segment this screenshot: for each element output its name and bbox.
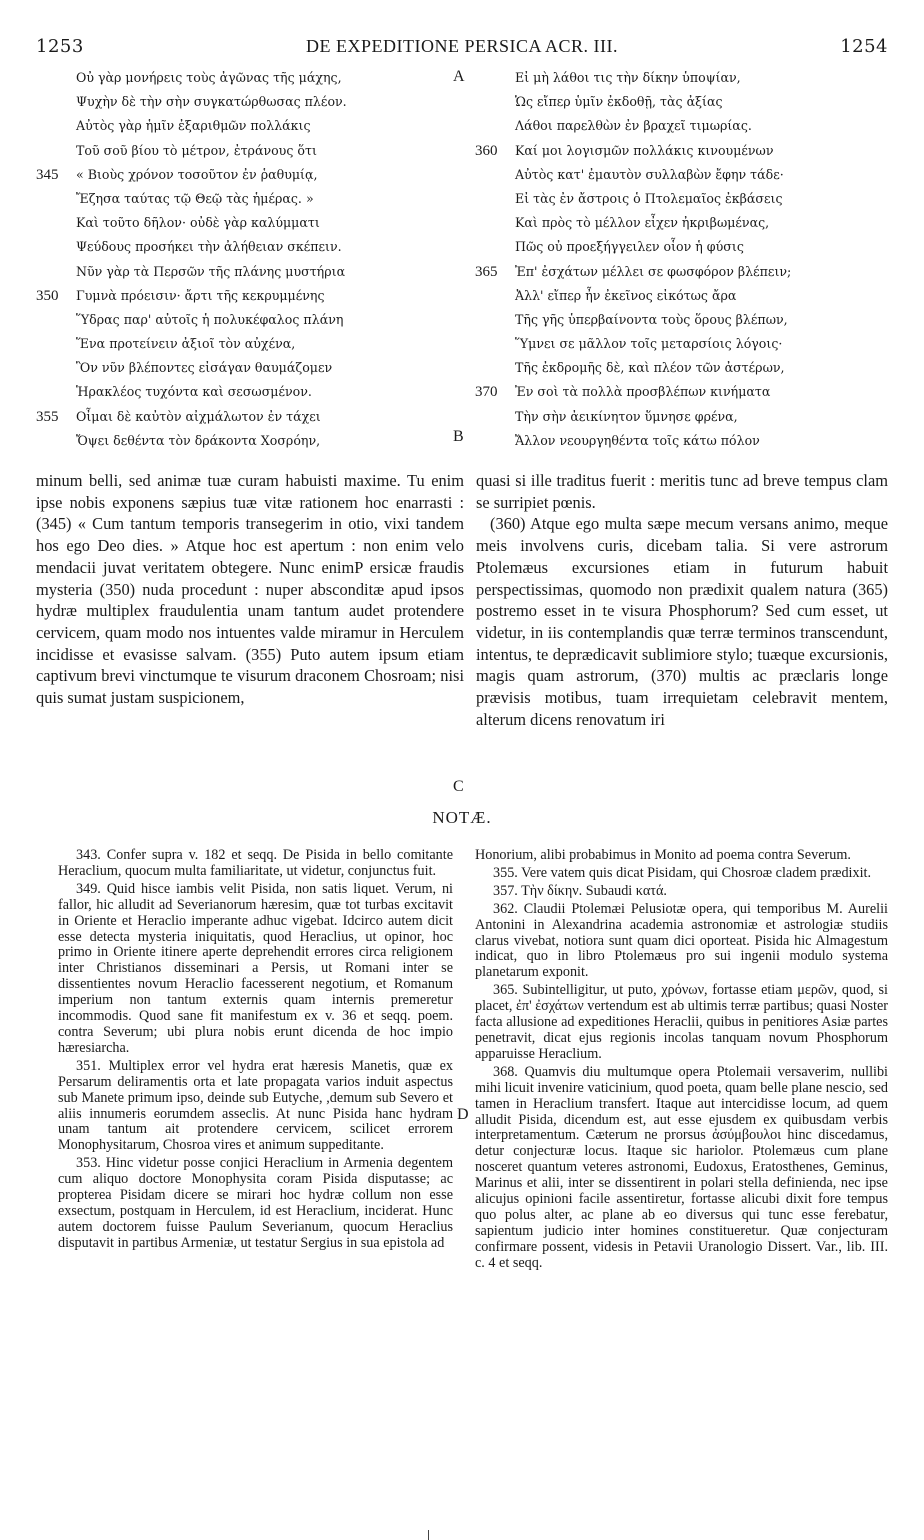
verse-line [36, 405, 456, 429]
verse-text: Τῆς ἐκδρομῆς δὲ, καὶ πλέον τῶν ἀστέρων, [515, 360, 785, 376]
verse-number: 360 [475, 142, 498, 159]
note-paragraph: 349. Quid hisce iambis velit Pisida, non satis liquet. Verum, ni fallor, hic alludit ad Severianorum hæresim, quæ tot turbas excitavit in Oriente et Heraclio imperante adhuc vigebat. Idcirco autem dicit esse detecta mysteria iniquitatis, quod Heraclius, ut opinor, hoc primo in Oriente itinere aperte deprehendit errores circa religionem inter Christianos disseminari a Persis, ut Romani inter se dissentientes novum Heraclio facesserent negotium, et Romanum imperium non tantum externis quam internis premeretur incommodis. Quod sane fit manifestum ex v. 36 et seqq. poem. contra Severum; ubi plura nobis erunt dicenda de hoc impio hæresiarcha. [58, 880, 453, 1056]
verse-number [36, 187, 76, 211]
verse-number [475, 163, 515, 187]
verse-line [475, 429, 905, 453]
verse-line [36, 235, 456, 259]
verse-number [475, 429, 515, 453]
verse-number [36, 308, 76, 332]
verse-text: Οὐ γὰρ μονήρεις τοὺς ἀγῶνας τῆς μάχης, [76, 70, 342, 85]
verse-number: 355 [36, 408, 59, 425]
verse-number [475, 356, 515, 380]
verse-line [36, 380, 456, 404]
note-paragraph: 343. Confer supra v. 182 et seqq. De Pisida in bello comitante Heraclium, quocum multa familiaritate, ut videtur, conjunctus fuit. [58, 847, 453, 879]
verse-number [475, 90, 515, 114]
verse-text: Οἶμαι δὲ καὐτὸν αἰχμάλωτον ἐν τάχει [76, 408, 321, 424]
verse-text: Πῶς οὐ προεξήγγειλεν οἷον ἡ φύσις [515, 239, 744, 255]
verse-text: Ἐπ' ἐσχάτων μέλλει σε φωσφόρον βλέπειν; [515, 263, 792, 279]
verse-line [36, 356, 456, 380]
verse-text: Καί μοι λογισμῶν πολλάκις κινουμένων [515, 142, 774, 158]
verse-text: Αὐτὸς κατ' ἐμαυτὸν συλλαβὼν ἔφην τάδε· [515, 166, 784, 182]
note-paragraph: 368. Quamvis diu multumque opera Ptolemaii versaverim, nullibi mihi licuit invenire vaticinium, quod poeta, quam belle plane nescio, sed tamen in Heraclium transfert. Itaque aut intercidisse locum, ad quem alludit Pisida, dicendum est, aut esse ejusdem ex quibusdam verbis interpretamentum. Cæterum ne prorsus ἀσύμβουλοι hinc discedamus, detur conjecturæ locus. Itaque sic hariolor. Ptolemæus cum plane nosceret quantum veteres astronomi, Eudoxus, Eratosthenes, Geminus, Marinus et alii, inter se dissentirent in polari stella definienda, nec ipse alicujus opinioni facile assentiretur, fortasse alicubi dixit fore tempus quo polus alter, ac plane ab eo diversus qui tunc esse ferebatur, sapientum judicio inter homines constitueretur. Quæ conjecturam confirmare possent, videsis in Petavii Uranologio Dissert. Var., lib. III. c. 4 et seqq. [475, 1063, 888, 1271]
verse-text: « Βιοὺς χρόνον τοσοῦτον ἐν ῥαθυμίᾳ, [76, 166, 318, 182]
verse-number [475, 187, 515, 211]
verse-line [36, 114, 456, 138]
verse-number [475, 235, 515, 259]
verse-text: Ἐν σοὶ τὰ πολλὰ προσβλέπων κινήματα [515, 384, 771, 400]
latin-translation-right [476, 470, 888, 730]
verse-number [36, 139, 76, 163]
verse-number [475, 332, 515, 356]
verse-number [36, 332, 76, 356]
verse-text: Τοῦ σοῦ βίου τὸ μέτρον, ἐτράνους ὅτι [76, 142, 317, 158]
verse-text: Ὄψει δεθέντα τὸν δράκοντα Χοσρόην, [76, 432, 321, 448]
verse-line [475, 260, 905, 284]
page-number-left: 1253 [36, 36, 84, 57]
verse-number [36, 235, 76, 259]
verse-line [36, 163, 456, 187]
verse-text: Ἄλλον νεουργηθέντα τοῖς κάτω πόλον [515, 432, 760, 448]
verse-text: Τῆς γῆς ὑπερβαίνοντα τοὺς ὅρους βλέπων, [515, 311, 788, 327]
verse-line [475, 114, 905, 138]
verse-line [36, 308, 456, 332]
verse-number [36, 66, 76, 90]
verse-line [475, 211, 905, 235]
latin-paragraph: quasi si ille traditus fuerit : meritis tunc ad breve tempus clam se surripiet pœnis. [476, 471, 888, 512]
verse-text: Λάθοι παρελθὼν ἐν βραχεῖ τιμωρίας. [515, 118, 752, 134]
notes-heading: NOTÆ. [432, 808, 492, 827]
verse-number [475, 405, 515, 429]
verse-number [36, 211, 76, 235]
verse-line [475, 308, 905, 332]
greek-verse-column-right [475, 66, 905, 453]
verse-number [475, 66, 515, 90]
verse-line [36, 260, 456, 284]
verse-number [475, 308, 515, 332]
verse-line [36, 187, 456, 211]
verse-text: Γυμνὰ πρόεισιν· ἄρτι τῆς κεκρυμμένης [76, 287, 325, 303]
verse-text: Τὴν σὴν ἀεικίνητον ὕμνησε φρένα, [515, 408, 738, 424]
verse-line [36, 332, 456, 356]
verse-line [36, 429, 456, 453]
verse-text: Ἀλλ' εἴπερ ἦν ἐκεῖνος εἰκότως ἄρα [515, 287, 737, 303]
verse-number [36, 90, 76, 114]
verse-text: Ψεύδους προσήκει τὴν ἀλήθειαν σκέπειν. [76, 239, 342, 255]
verse-line [36, 66, 456, 90]
verse-text: Ὃν νῦν βλέποντες εἰσάγαν θαυμάζομεν [76, 360, 333, 376]
latin-paragraph: (360) Atque ego multa sæpe mecum versans animo, meque meis involvens curis, dicebam talia. Si vere astrorum Ptolemæus excursiones etiam in futurum habuit perspectissimas, quomodo non prædixit qualem natura (365) postremo esset in te visura Phosphorum? Sed cum esset, ut videtur, in iis contemplandis quæ terræ terminos transcendunt, intentus, te deprædicavit sublimiore stylo; tuæque excursionis, magis quam astrorum, (370) multis ac præclaris longe prævisis motibus, tuam irrequietam celebravit mentem, alterum dicens renovatum iri [476, 514, 888, 729]
verse-number: 370 [475, 384, 498, 401]
verse-text: Καὶ τοῦτο δῆλον· οὐδὲ γὰρ καλύμματι [76, 215, 320, 231]
verse-line [475, 235, 905, 259]
note-paragraph: Honorium, alibi probabimus in Monito ad poema contra Severum. [475, 847, 851, 863]
verse-line [36, 90, 456, 114]
running-header [36, 36, 888, 58]
note-paragraph: 351. Multiplex error vel hydra erat hæresis Manetis, quæ ex Persarum deliramentis orta et late propagata varios induit aspectus sub Manete primum ipso, deinde sub Eutyche, ,demum sub Severo et aliis innumeris eorumdem asseclis. At nunc Pisida hanc hydram unam tantum ait protendere cervicem, scilicet errorem Monophysitarum, Chosroa vires et animum suppeditante. [58, 1057, 453, 1154]
verse-number [36, 114, 76, 138]
verse-text: Καὶ πρὸς τὸ μέλλον εἶχεν ἠκριβωμένας, [515, 215, 770, 231]
verse-number [475, 114, 515, 138]
verse-number [475, 211, 515, 235]
gutter-mark [428, 1530, 429, 1540]
verse-text: Νῦν γὰρ τὰ Περσῶν τῆς πλάνης μυστήρια [76, 263, 346, 279]
verse-line [475, 356, 905, 380]
note-paragraph: 355. Vere vatem quis dicat Pisidam, qui Chosroæ cladem prædixit. [493, 864, 872, 881]
note-paragraph: 357. Τὴν δίκην. Subaudi κατά. [493, 882, 667, 899]
verse-line [475, 380, 905, 404]
verse-line [36, 139, 456, 163]
verse-text: Εἰ μὴ λάθοι τις τὴν δίκην ὑποψίαν, [515, 70, 741, 85]
verse-number: 365 [475, 263, 498, 280]
verse-line [475, 66, 905, 90]
verse-number: 345 [36, 166, 59, 183]
note-paragraph: 353. Hinc videtur posse conjici Heraclium in Armenia degentem cum aliquo doctore Monophysita coram Pisida disputasse; ac propterea Pisidam dicere se mirari hoc hydræ collum non esse exsectum, postquam in Herculem, id est Heraclium, inciderat. Hunc autem doctorem fuisse Paulum Severianum, quocum Heraclius disputavit in partibus Armeniæ, ut testatur Sergius in sua epistola ad [58, 1155, 453, 1251]
verse-text: Ὕμνει σε μᾶλλον τοῖς μεταρσίοις λόγοις· [515, 336, 783, 352]
verse-line [36, 284, 456, 308]
verse-number [475, 284, 515, 308]
verse-line [475, 332, 905, 356]
note-paragraph: 365. Subintelligitur, ut puto, χρόνων, fortasse etiam μερῶν, quod, si placet, ἐπ' ἐσχάτων vertendum est ab ultimis terræ partibus; quasi Noster facta allusione ad expeditiones Heraclii, quibus in penitiores Asiæ partes penetravit, dicat ejus regionis incolas tanquam novum Phosphorum apparuisse Heraclium. [475, 982, 888, 1062]
greek-verse-column-left [36, 66, 456, 453]
verse-number: 350 [36, 287, 59, 304]
verse-line [475, 163, 905, 187]
note-paragraph: 362. Claudii Ptolemæi Pelusiotæ opera, qui temporibus M. Aurelii Antonini in Alexandrina academia astronomiæ et astrologiæ studiis clarus vivebat, notiora sunt quam dici oporteat. Pisida hic Almagestum indicat, quo in libro Ptolemæus pro sui ingenii modulo systema planetarum exponit. [475, 900, 888, 981]
verse-text: Ἕνα προτείνειν ἀξιοῖ τὸν αὐχένα, [76, 336, 296, 352]
verse-text: Ὕδρας παρ' αὐτοῖς ἡ πολυκέφαλος πλάνη [76, 311, 344, 327]
margin-marker-d: D [457, 1106, 469, 1123]
verse-number [36, 356, 76, 380]
margin-marker-c: C [453, 778, 464, 795]
verse-number [36, 260, 76, 284]
verse-line [475, 405, 905, 429]
verse-text: Αὐτὸς γὰρ ἡμῖν ἐξαριθμῶν πολλάκις [76, 118, 311, 134]
verse-line [475, 187, 905, 211]
page-number-right: 1254 [840, 36, 888, 57]
verse-line [475, 90, 905, 114]
verse-text: Ψυχὴν δὲ τὴν σὴν συγκατώρθωσας πλέον. [76, 94, 347, 110]
verse-number [36, 429, 76, 453]
latin-paragraph: minum belli, sed animæ tuæ curam habuisti maxime. Tu enim ipse nobis exponens sæpius tuæ vitæ rationem hoc enarrasti : (345) « Cum tantum temporis transegerim in otio, vixi tandem hos ego Deo dies. » Atque hoc est apertum : non enim velo mendacii juvat veritatem obtegere. Nunc enimP ersicæ fraudis mysteria (350) nuda procedunt : nuper absconditæ apud ipsos hydræ multiplex fraudulentia unam tantum audet protendere cervicem, quam modo nos intuentes valde miramur in Herculem incidisse et evasisse salvam. (355) Puto autem ipsum etiam captivum brevi vinctumque te visurum draconem Chosroam; nisi quis sumat justam suspicionem, [36, 471, 464, 708]
verse-text: Ὡς εἴπερ ὑμῖν ἐκδοθῇ, τὰς ἀξίας [515, 94, 723, 110]
verse-line [475, 139, 905, 163]
notes-column-right [475, 848, 888, 1274]
verse-line [36, 211, 456, 235]
verse-number [36, 380, 76, 404]
margin-marker-b: B [453, 428, 464, 445]
notes-column-left [58, 848, 453, 1254]
verse-text: Ἔζησα ταύτας τῷ Θεῷ τὰς ἡμέρας. » [76, 190, 314, 206]
verse-text: Ἡρακλέος τυχόντα καὶ σεσωσμένον. [76, 384, 312, 400]
verse-line [475, 284, 905, 308]
latin-translation-left [36, 470, 464, 709]
verse-text: Εἰ τὰς ἐν ἄστροις ὁ Πτολεμαῖος ἐκβάσεις [515, 190, 783, 206]
running-title: DE EXPEDITIONE PERSICA ACR. III. [306, 36, 618, 56]
margin-marker-a: A [453, 68, 465, 85]
